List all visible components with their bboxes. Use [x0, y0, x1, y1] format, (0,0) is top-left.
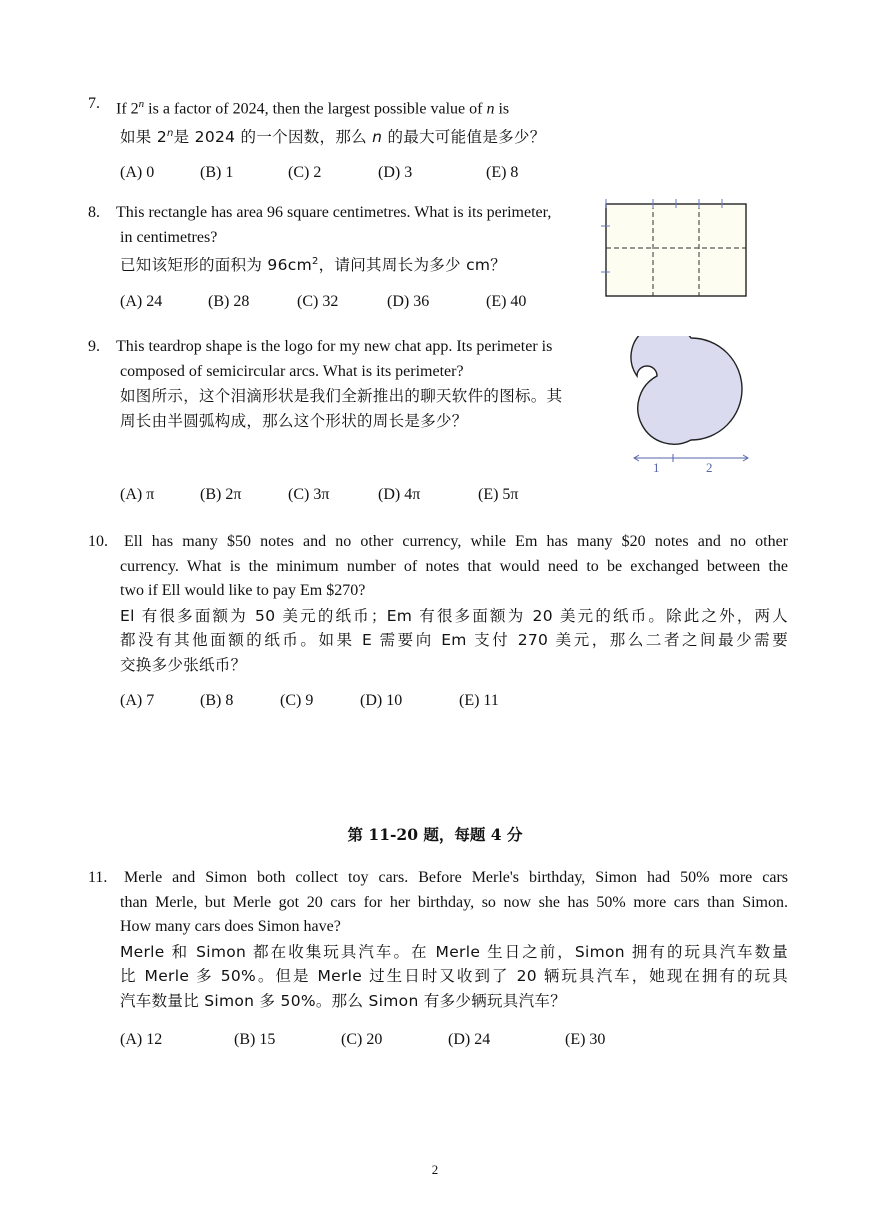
question-text-en-cont: two if Ell would like to pay Em $270?	[120, 582, 366, 599]
option-a: (A) 24	[120, 292, 163, 310]
answer-options	[120, 483, 618, 507]
question-text-zh-cont: 汽车数量比 Simon 多 50%。那么 Simon 有多少辆玩具汽车？	[120, 991, 566, 1010]
question-text-zh: 已知该矩形的面积为 $96cm^2$，请问其周长为多少 cm？	[120, 256, 507, 275]
option-e: (E) 5π	[478, 486, 519, 503]
question-text-zh-cont: 交换多少张纸币？	[120, 655, 247, 674]
option-b: (B) 8	[200, 692, 234, 709]
question-text-zh: El 有很多面额为 50 美元的纸币；Em 有很多面额为 20 美元的纸币。除此之外，两人	[120, 606, 788, 625]
option-c: (C) 20	[341, 1031, 383, 1048]
question-11	[88, 866, 788, 1052]
option-b: (B) 1	[200, 164, 234, 182]
question-text-en-cont: in centimetres?	[120, 228, 218, 246]
option-c: (C) 32	[297, 292, 339, 310]
option-b: (B) 15	[234, 1031, 276, 1048]
option-d: (D) 3	[378, 164, 413, 182]
teardrop-figure	[626, 336, 756, 476]
question-text-en-cont: currency. What is the minimum number of notes that would need to be exchanged between the	[120, 557, 788, 575]
answer-options	[120, 290, 598, 314]
question-7	[88, 92, 648, 185]
dimension-label-2: 2	[706, 460, 713, 475]
question-text-en-cont: composed of semicircular arcs. What is its perimeter?	[120, 362, 464, 380]
question-number: 10.	[88, 533, 108, 550]
question-text-en-cont: than Merle, but Merle got 20 cars for her birthday, so now she has 50% more cars than Simon.	[120, 893, 788, 911]
answer-options	[120, 1028, 788, 1052]
question-text-en: If 2$^n$ is a factor of 2024, then the largest possible value of n is	[116, 98, 510, 118]
option-d: (D) 4π	[378, 486, 421, 503]
question-text-en: Merle and Simon both collect toy cars. Before Merle's birthday, Simon had 50% more cars	[124, 869, 788, 886]
question-10	[88, 530, 788, 713]
question-number: 7.	[88, 95, 100, 112]
option-d: (D) 10	[360, 692, 403, 709]
question-text-zh-cont: 都没有其他面额的纸币。如果 E 需要向 Em 支付 270 美元，那么二者之间最少需要	[120, 631, 788, 649]
option-c: (C) 3π	[288, 486, 330, 503]
question-text-en: This teardrop shape is the logo for my new chat app. Its perimeter is	[116, 338, 553, 355]
option-b: (B) 28	[208, 292, 250, 310]
rectangle-outline	[606, 204, 746, 296]
answer-options	[120, 161, 648, 185]
question-text-zh: 如图所示，这个泪滴形状是我们全新推出的聊天软件的图标。其	[120, 387, 563, 405]
question-number: 9.	[88, 338, 100, 355]
question-text-en-cont: How many cars does Simon have?	[120, 918, 341, 935]
question-text-zh-cont: 比 Merle 多 50%。但是 Merle 过生日时又收到了 20 辆玩具汽车，她现在拥有的玩具	[120, 967, 788, 985]
teardrop-shape	[631, 336, 742, 444]
option-c: (C) 9	[280, 692, 314, 709]
option-e: (E) 30	[565, 1031, 606, 1048]
dimension-label-1: 1	[653, 460, 660, 475]
option-c: (C) 2	[288, 164, 322, 182]
option-a: (A) 0	[120, 164, 155, 182]
question-9	[88, 335, 618, 507]
option-e: (E) 8	[486, 164, 519, 182]
option-a: (A) 12	[120, 1031, 163, 1048]
section-heading: 第 11-20 题，每题 4 分	[347, 825, 523, 844]
question-text-zh-cont: 周长由半圆弧构成，那么这个形状的周长是多少？	[120, 411, 468, 430]
question-8	[88, 201, 598, 314]
option-e: (E) 40	[486, 292, 527, 310]
rectangle-figure	[600, 196, 756, 300]
question-number: 8.	[88, 204, 100, 221]
option-a: (A) 7	[120, 692, 155, 709]
answer-options	[120, 689, 788, 713]
question-number: 11.	[88, 869, 108, 886]
option-a: (A) π	[120, 486, 155, 503]
page-number: 2	[431, 1162, 439, 1177]
option-b: (B) 2π	[200, 486, 242, 503]
question-text-zh: 如果 2$^n$是 2024 的一个因数，那么 n 的最大可能值是多少？	[120, 127, 546, 146]
question-text-en: This rectangle has area 96 square centimetres. What is its perimeter,	[116, 204, 552, 221]
question-text-zh: Merle 和 Simon 都在收集玩具汽车。在 Merle 生日之前，Simon 拥有的玩具汽车数量	[120, 942, 788, 961]
option-e: (E) 11	[459, 692, 499, 709]
option-d: (D) 24	[448, 1031, 491, 1048]
question-text-en: Ell has many $50 notes and no other currency, while Em has many $20 notes and no other	[124, 533, 788, 550]
option-d: (D) 36	[387, 292, 430, 310]
